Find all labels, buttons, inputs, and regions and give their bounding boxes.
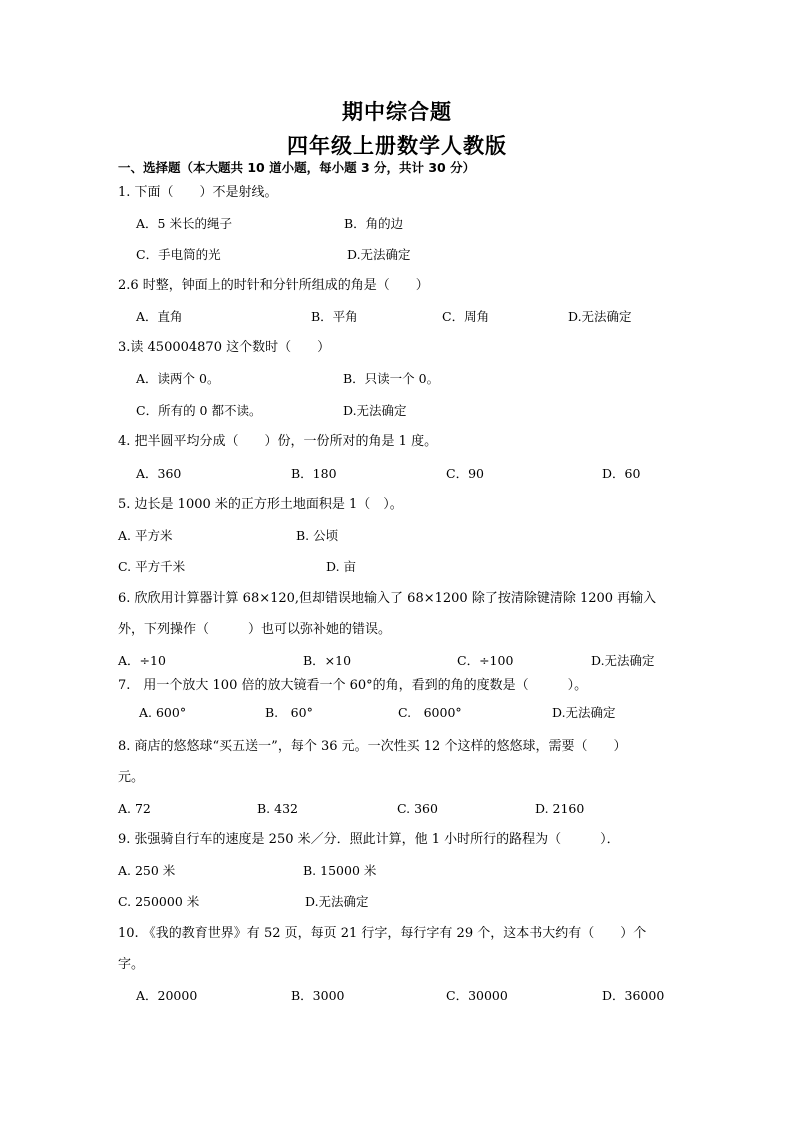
question-2-option-d: D.无法确定 bbox=[568, 309, 632, 324]
question-4-option-c: C．90 bbox=[446, 466, 484, 481]
question-5-option-d: D. 亩 bbox=[326, 559, 357, 574]
question-10-option-b: B．3000 bbox=[291, 988, 345, 1003]
question-1-option-c: C．手电筒的光 bbox=[136, 247, 221, 262]
question-6-stem-line-2: 外，下列操作（ ）也可以弥补她的错误。 bbox=[118, 622, 392, 637]
question-8-stem-line-2: 元。 bbox=[118, 770, 145, 785]
question-8-option-d: D. 2160 bbox=[535, 801, 585, 816]
question-1-option-d: D.无法确定 bbox=[347, 247, 411, 262]
question-6-option-a: A．÷10 bbox=[118, 653, 166, 668]
question-7-option-c: C. 6000° bbox=[398, 705, 462, 720]
question-10-option-c: C．30000 bbox=[446, 988, 508, 1003]
question-10-stem-line-2: 字。 bbox=[118, 957, 145, 972]
page-title: 期中综合题 bbox=[342, 99, 452, 124]
question-8-option-b: B. 432 bbox=[257, 801, 298, 816]
question-10-stem-line-1: 10. 《我的教育世界》有 52 页，每页 21 行字，每行字有 29 个，这本书大约有（ ）个 bbox=[118, 926, 647, 941]
question-1-option-b: B．角的边 bbox=[344, 216, 404, 231]
question-9-option-b: B. 15000 米 bbox=[303, 863, 377, 878]
question-2-option-b: B．平角 bbox=[311, 309, 358, 324]
page-subtitle: 四年级上册数学人教版 bbox=[287, 133, 507, 158]
question-8-option-a: A. 72 bbox=[118, 801, 151, 816]
question-6-option-d: D.无法确定 bbox=[591, 653, 655, 668]
question-2-option-a: A．直角 bbox=[136, 309, 183, 324]
question-2-stem: 2.6 时整，钟面上的时针和分针所组成的角是（ ） bbox=[118, 278, 429, 293]
question-1-option-a: A．5 米长的绳子 bbox=[136, 216, 232, 231]
question-5-stem: 5. 边长是 1000 米的正方形土地面积是 1（ ）。 bbox=[118, 497, 403, 512]
question-10-option-d: D．36000 bbox=[602, 988, 665, 1003]
question-5-option-c: C. 平方千米 bbox=[118, 559, 186, 574]
question-9-option-c: C. 250000 米 bbox=[118, 894, 200, 909]
question-6-stem-line-1: 6. 欣欣用计算器计算 68×120,但却错误地输入了 68×1200 除了按清除键清除 1200 再输入 bbox=[118, 591, 657, 606]
question-10-option-a: A．20000 bbox=[136, 988, 198, 1003]
question-3-option-c: C．所有的 0 都不读。 bbox=[136, 403, 262, 418]
question-7-option-a: A. 600° bbox=[139, 705, 187, 720]
question-5-option-a: A. 平方米 bbox=[118, 528, 173, 543]
question-9-stem: 9. 张强骑自行车的速度是 250 米／分．照此计算，他 1 小时所行的路程为（ ）． bbox=[118, 832, 620, 847]
question-3-stem: 3.读 450004870 这个数时（ ） bbox=[118, 340, 331, 355]
section-heading: 一、选择题（本大题共 10 道小题，每小题 3 分，共计 30 分） bbox=[118, 160, 476, 175]
question-4-option-a: A．360 bbox=[136, 466, 182, 481]
question-2-option-c: C．周角 bbox=[442, 309, 490, 324]
question-4-option-b: B．180 bbox=[291, 466, 337, 481]
question-8-option-c: C. 360 bbox=[397, 801, 438, 816]
question-3-option-a: A．读两个 0。 bbox=[136, 371, 220, 386]
question-9-option-d: D.无法确定 bbox=[305, 894, 369, 909]
question-6-option-b: B．×10 bbox=[303, 653, 352, 668]
question-3-option-b: B．只读一个 0。 bbox=[343, 371, 440, 386]
question-7-option-d: D.无法确定 bbox=[552, 705, 616, 720]
question-3-option-d: D.无法确定 bbox=[343, 403, 407, 418]
question-5-option-b: B. 公顷 bbox=[296, 528, 339, 543]
question-4-stem: 4. 把半圆平均分成（ ）份，一份所对的角是 1 度。 bbox=[118, 434, 438, 449]
question-1-stem: 1. 下面（ ）不是射线。 bbox=[118, 185, 278, 200]
question-4-option-d: D．60 bbox=[602, 466, 641, 481]
question-8-stem-line-1: 8. 商店的悠悠球“买五送一”，每个 36 元。一次性买 12 个这样的悠悠球，需要（ ） bbox=[118, 739, 627, 754]
question-9-option-a: A. 250 米 bbox=[118, 863, 176, 878]
question-6-option-c: C．÷100 bbox=[457, 653, 514, 668]
question-7-stem: 7. 用一个放大 100 倍的放大镜看一个 60°的角，看到的角的度数是（ ）。 bbox=[118, 678, 588, 693]
question-7-option-b: B. 60° bbox=[265, 705, 313, 720]
